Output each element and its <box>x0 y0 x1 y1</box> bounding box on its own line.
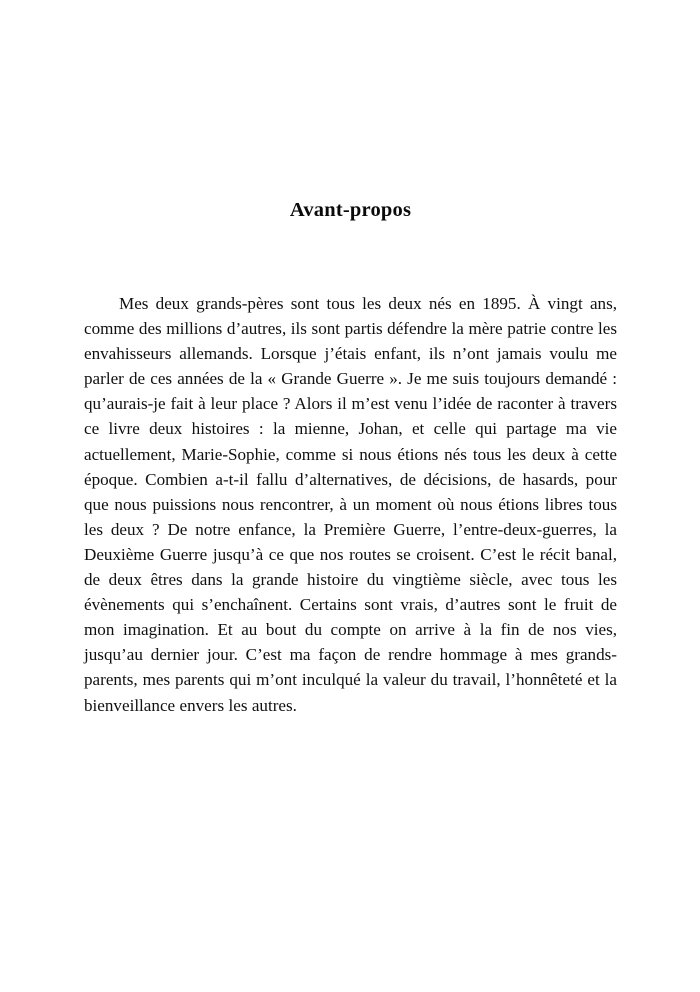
body-text-block <box>84 291 617 718</box>
page-title: Avant-propos <box>289 199 412 221</box>
foreword-paragraph: Mes deux grands-pères sont tous les deux nés en 1895. À vingt ans, comme des millions d’autres, ils sont partis défendre la mère patrie contre les envahisseurs allemands. Lorsque j’étais enfant, ils n’ont jamais voulu me parler de ces années de la « Grande Guerre ». Je me suis toujours demandé : qu’aurais-je fait à leur place ? Alors il m’est venu l’idée de raconter à travers ce livre deux histoires : la mienne, Johan, et celle qui partage ma vie actuellement, Marie-Sophie, comme si nous étions nés tous les deux à cette époque. Combien a-t-il fallu d’alternatives, de décisions, de hasards, pour que nous puissions nous rencontrer, à un moment où nous étions libres tous les deux ? De notre enfance, la Première Guerre, l’entre-deux-guerres, la Deuxième Guerre jusqu’à ce que nos routes se croisent. C’est le récit banal, de deux êtres dans la grande histoire du vingtième siècle, avec tous les évènements qui s’enchaînent. Certains sont vrais, d’autres sont le fruit de mon imagination. Et au bout du compte on arrive à la fin de nos vies, jusqu’au dernier jour. C’est ma façon de rendre hommage à mes grands-parents, mes parents qui m’ont inculqué la valeur du travail, l’honnêteté et la bienveillance envers les autres. <box>84 294 617 715</box>
